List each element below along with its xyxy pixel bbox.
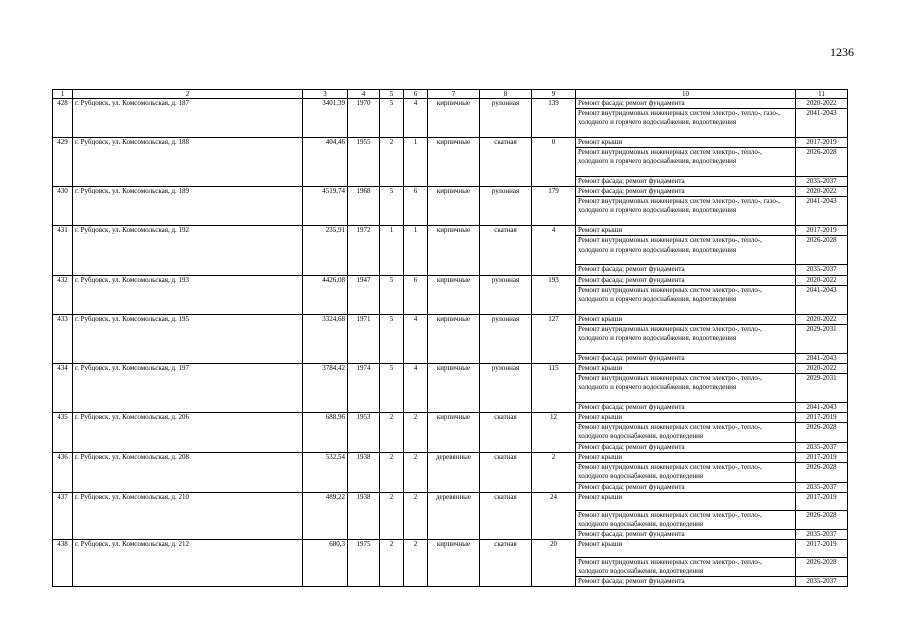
table-row <box>53 187 848 197</box>
work-type-cell: Ремонт крыши <box>576 453 796 463</box>
floors-cell: 5 <box>380 275 404 314</box>
work-type-cell: Ремонт фасада; ремонт фундамента <box>576 402 796 412</box>
area-cell: 3784,42 <box>303 363 348 412</box>
apartments-cell: 12 <box>532 413 576 453</box>
table-row <box>53 453 848 463</box>
address-cell: г. Рубцовск, ул. Комсомольская, д. 208 <box>73 453 303 492</box>
work-type-cell: Ремонт фасада; ремонт фундамента <box>576 443 796 453</box>
row-number: 430 <box>53 187 73 226</box>
table-row <box>53 314 848 324</box>
entrances-cell: 2 <box>404 492 428 539</box>
column-header: 4 <box>348 90 380 99</box>
apartments-cell: 115 <box>532 363 576 412</box>
address-cell: г. Рубцовск, ул. Комсомольская, д. 210 <box>73 492 303 539</box>
apartments-cell: 179 <box>532 187 576 226</box>
walls-material-cell: кирпичные <box>428 314 480 363</box>
row-number: 431 <box>53 226 73 275</box>
area-cell: 3401,39 <box>303 99 348 138</box>
roof-type-cell: скатная <box>480 226 532 275</box>
period-cell: 2017-2019 <box>796 539 848 557</box>
period-cell: 2035-2037 <box>796 577 848 587</box>
entrances-cell: 2 <box>404 453 428 492</box>
work-type-cell: Ремонт крыши <box>576 314 796 324</box>
column-header: 10 <box>576 90 796 99</box>
work-type-cell: Ремонт крыши <box>576 226 796 236</box>
table-row <box>53 492 848 510</box>
period-cell: 2026-2028 <box>796 557 848 576</box>
year-cell: 1938 <box>348 453 380 492</box>
period-cell: 2035-2037 <box>796 177 848 187</box>
year-cell: 1968 <box>348 187 380 226</box>
roof-type-cell: рулонная <box>480 275 532 314</box>
table-row <box>53 275 848 285</box>
column-header: 9 <box>532 90 576 99</box>
work-type-cell: Ремонт крыши <box>576 138 796 148</box>
walls-material-cell: деревянные <box>428 492 480 539</box>
row-number: 432 <box>53 275 73 314</box>
address-cell: г. Рубцовск, ул. Комсомольская, д. 192 <box>73 226 303 275</box>
area-cell: 532,54 <box>303 453 348 492</box>
work-type-cell: Ремонт внутридомовых инженерных систем электро-, тепло-, холодного водоснабжения, водоотведения <box>576 510 796 529</box>
roof-type-cell: рулонная <box>480 363 532 412</box>
column-header: 3 <box>303 90 348 99</box>
walls-material-cell: кирпичные <box>428 413 480 453</box>
floors-cell: 5 <box>380 363 404 412</box>
period-cell: 2026-2028 <box>796 510 848 529</box>
roof-type-cell: рулонная <box>480 314 532 363</box>
work-type-cell: Ремонт фасада; ремонт фундамента <box>576 353 796 363</box>
floors-cell: 1 <box>380 226 404 275</box>
row-number: 434 <box>53 363 73 412</box>
floors-cell: 2 <box>380 492 404 539</box>
period-cell: 2020-2022 <box>796 99 848 109</box>
roof-type-cell: скатная <box>480 492 532 539</box>
column-header: 5 <box>380 90 404 99</box>
floors-cell: 2 <box>380 453 404 492</box>
entrances-cell: 4 <box>404 363 428 412</box>
period-cell: 2029-2031 <box>796 373 848 402</box>
entrances-cell: 2 <box>404 539 428 586</box>
work-type-cell: Ремонт внутридомовых инженерных систем электро-, тепло-, холодного водоснабжения, водоотведения <box>576 463 796 482</box>
table-row <box>53 413 848 423</box>
period-cell: 2017-2019 <box>796 453 848 463</box>
address-cell: г. Рубцовск, ул. Комсомольская, д. 206 <box>73 413 303 453</box>
work-type-cell: Ремонт крыши <box>576 413 796 423</box>
roof-type-cell: рулонная <box>480 99 532 138</box>
roof-type-cell: рулонная <box>480 187 532 226</box>
column-header: 6 <box>404 90 428 99</box>
address-cell: г. Рубцовск, ул. Комсомольская, д. 189 <box>73 187 303 226</box>
apartments-cell: 2 <box>532 453 576 492</box>
address-cell: г. Рубцовск, ул. Комсомольская, д. 212 <box>73 539 303 586</box>
area-cell: 4426,08 <box>303 275 348 314</box>
work-type-cell: Ремонт фасада; ремонт фундамента <box>576 187 796 197</box>
work-type-cell: Ремонт фасада; ремонт фундамента <box>576 177 796 187</box>
entrances-cell: 4 <box>404 314 428 363</box>
row-number: 435 <box>53 413 73 453</box>
row-number: 436 <box>53 453 73 492</box>
work-type-cell: Ремонт внутридомовых инженерных систем электро-, тепло-, холодного водоснабжения, водоотведения <box>576 557 796 576</box>
roof-type-cell: скатная <box>480 539 532 586</box>
walls-material-cell: кирпичные <box>428 363 480 412</box>
work-type-cell: Ремонт внутридомовых инженерных систем электро-, тепло-, холодного и горячего водоснабжения, водоотведения <box>576 373 796 402</box>
row-number: 437 <box>53 492 73 539</box>
area-cell: 680,3 <box>303 539 348 586</box>
table-row <box>53 138 848 148</box>
area-cell: 235,91 <box>303 226 348 275</box>
walls-material-cell: кирпичные <box>428 226 480 275</box>
apartments-cell: 139 <box>532 99 576 138</box>
table-row <box>53 363 848 373</box>
apartments-cell: 0 <box>532 138 576 187</box>
period-cell: 2026-2028 <box>796 423 848 443</box>
work-type-cell: Ремонт внутридомовых инженерных систем электро-, тепло-, холодного и горячего водоснабжения, водоотведения <box>576 148 796 177</box>
year-cell: 1975 <box>348 539 380 586</box>
column-header: 8 <box>480 90 532 99</box>
address-cell: г. Рубцовск, ул. Комсомольская, д. 193 <box>73 275 303 314</box>
walls-material-cell: кирпичные <box>428 187 480 226</box>
work-type-cell: Ремонт крыши <box>576 492 796 510</box>
period-cell: 2020-2022 <box>796 275 848 285</box>
work-type-cell: Ремонт внутридомовых инженерных систем электро-, тепло-, холодного водоснабжения, водоотведения <box>576 423 796 443</box>
address-cell: г. Рубцовск, ул. Комсомольская, д. 188 <box>73 138 303 187</box>
column-header: 1 <box>53 90 73 99</box>
period-cell: 2026-2028 <box>796 463 848 482</box>
entrances-cell: 2 <box>404 413 428 453</box>
floors-cell: 5 <box>380 187 404 226</box>
year-cell: 1953 <box>348 413 380 453</box>
walls-material-cell: кирпичные <box>428 99 480 138</box>
period-cell: 2041-2043 <box>796 197 848 226</box>
column-header: 11 <box>796 90 848 99</box>
floors-cell: 5 <box>380 99 404 138</box>
row-number: 428 <box>53 99 73 138</box>
year-cell: 1970 <box>348 99 380 138</box>
work-type-cell: Ремонт внутридомовых инженерных систем электро-, тепло-, холодного и горячего водоснабжения, водоотведения <box>576 324 796 353</box>
repair-schedule-table <box>52 89 848 587</box>
period-cell: 2017-2019 <box>796 492 848 510</box>
walls-material-cell: кирпичные <box>428 275 480 314</box>
row-number: 433 <box>53 314 73 363</box>
floors-cell: 2 <box>380 539 404 586</box>
work-type-cell: Ремонт фасада; ремонт фундамента <box>576 529 796 539</box>
entrances-cell: 4 <box>404 99 428 138</box>
page-number: 1236 <box>830 45 854 59</box>
area-cell: 688,96 <box>303 413 348 453</box>
period-cell: 2020-2022 <box>796 314 848 324</box>
address-cell: г. Рубцовск, ул. Комсомольская, д. 187 <box>73 99 303 138</box>
period-cell: 2041-2043 <box>796 353 848 363</box>
work-type-cell: Ремонт фасада; ремонт фундамента <box>576 99 796 109</box>
period-cell: 2035-2037 <box>796 482 848 492</box>
year-cell: 1955 <box>348 138 380 187</box>
work-type-cell: Ремонт внутридомовых инженерных систем электро-, тепло-, газо-, холодного и горячего водоснабжения, водоотведения <box>576 109 796 138</box>
row-number: 429 <box>53 138 73 187</box>
work-type-cell: Ремонт внутридомовых инженерных систем электро-, тепло-, газо-, холодного и горячего водоснабжения, водоотведения <box>576 197 796 226</box>
year-cell: 1972 <box>348 226 380 275</box>
work-type-cell: Ремонт фасада; ремонт фундамента <box>576 275 796 285</box>
work-type-cell: Ремонт внутридомовых инженерных систем электро-, тепло-, холодного и горячего водоснабжения, водоотведения <box>576 285 796 314</box>
period-cell: 2026-2028 <box>796 236 848 265</box>
work-type-cell: Ремонт крыши <box>576 363 796 373</box>
work-type-cell: Ремонт фасада; ремонт фундамента <box>576 482 796 492</box>
apartments-cell: 4 <box>532 226 576 275</box>
apartments-cell: 193 <box>532 275 576 314</box>
period-cell: 2035-2037 <box>796 443 848 453</box>
row-number: 438 <box>53 539 73 586</box>
entrances-cell: 1 <box>404 226 428 275</box>
period-cell: 2029-2031 <box>796 324 848 353</box>
entrances-cell: 6 <box>404 187 428 226</box>
floors-cell: 2 <box>380 413 404 453</box>
work-type-cell: Ремонт крыши <box>576 539 796 557</box>
table-row <box>53 226 848 236</box>
floors-cell: 5 <box>380 314 404 363</box>
roof-type-cell: скатная <box>480 138 532 187</box>
apartments-cell: 24 <box>532 492 576 539</box>
period-cell: 2026-2028 <box>796 148 848 177</box>
entrances-cell: 6 <box>404 275 428 314</box>
year-cell: 1938 <box>348 492 380 539</box>
period-cell: 2020-2022 <box>796 187 848 197</box>
period-cell: 2041-2043 <box>796 402 848 412</box>
roof-type-cell: скатная <box>480 413 532 453</box>
walls-material-cell: кирпичные <box>428 539 480 586</box>
period-cell: 2041-2043 <box>796 109 848 138</box>
entrances-cell: 1 <box>404 138 428 187</box>
area-cell: 404,46 <box>303 138 348 187</box>
period-cell: 2017-2019 <box>796 226 848 236</box>
period-cell: 2017-2019 <box>796 138 848 148</box>
period-cell: 2035-2037 <box>796 265 848 275</box>
apartments-cell: 20 <box>532 539 576 586</box>
walls-material-cell: деревянные <box>428 453 480 492</box>
year-cell: 1971 <box>348 314 380 363</box>
period-cell: 2017-2019 <box>796 413 848 423</box>
walls-material-cell: кирпичные <box>428 138 480 187</box>
address-cell: г. Рубцовск, ул. Комсомольская, д. 197 <box>73 363 303 412</box>
period-cell: 2041-2043 <box>796 285 848 314</box>
apartments-cell: 127 <box>532 314 576 363</box>
table-body <box>53 90 848 587</box>
address-cell: г. Рубцовск, ул. Комсомольская, д. 195 <box>73 314 303 363</box>
area-cell: 3324,68 <box>303 314 348 363</box>
table-row <box>53 99 848 109</box>
table-row <box>53 539 848 557</box>
period-cell: 2035-2037 <box>796 529 848 539</box>
floors-cell: 2 <box>380 138 404 187</box>
roof-type-cell: скатная <box>480 453 532 492</box>
column-header: 7 <box>428 90 480 99</box>
column-header: 2 <box>73 90 303 99</box>
area-cell: 489,22 <box>303 492 348 539</box>
work-type-cell: Ремонт фасада; ремонт фундамента <box>576 577 796 587</box>
work-type-cell: Ремонт фасада; ремонт фундамента <box>576 265 796 275</box>
period-cell: 2020-2022 <box>796 363 848 373</box>
work-type-cell: Ремонт внутридомовых инженерных систем электро-, тепло-, холодного и горячего водоснабжения, водоотведения <box>576 236 796 265</box>
header-row <box>53 90 848 99</box>
year-cell: 1947 <box>348 275 380 314</box>
area-cell: 4519,74 <box>303 187 348 226</box>
year-cell: 1974 <box>348 363 380 412</box>
